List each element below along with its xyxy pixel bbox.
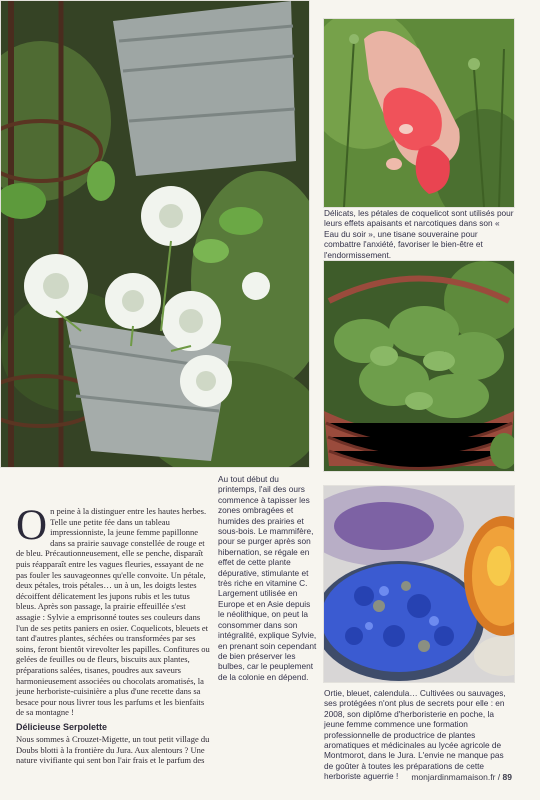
section-subheading: Délicieuse Serpolette	[16, 722, 108, 732]
footer-site: monjardinmamaison.fr	[411, 772, 496, 782]
drop-cap: O	[16, 502, 48, 549]
wild-garlic-photo	[0, 0, 310, 468]
sidebar-text: Au tout début du printemps, l'ail des ours commence à tapisser les zones ombragées et humides des prairies et sous-bois. Le mammifère, pour se purger après son hibernation, se régale en effet de cette plante dépurative, stimulante et très riche en vitamine C. Largement utilisée en Europe et en Asie depuis le néolithique, on peut la consommer dans son intégralité, explique Sylvie, en prenant soin cependant de bien préserver les bulbes, car le peuplement de la colonie en dépend.	[218, 474, 317, 682]
nettle-basket-photo	[323, 260, 515, 472]
poppy-photo	[323, 18, 515, 208]
poppy-caption: Délicats, les pétales de coquelicot sont utilisés pour leurs effets apaisants et narcotiques dans son « Eau du soir », une tisane souveraine pour combattre l'anxiété, favoriser le bien-être et l'endormissement.	[324, 208, 514, 260]
article-body	[16, 502, 210, 718]
page-footer	[411, 772, 512, 782]
cornflower-caption: Ortie, bleuet, calendula… Cultivées ou sauvages, ses protégées n'ont plus de secrets pour elle : en 2008, son diplôme d'herboristerie en poche, la jeune femme commence une formation professionnelle de productrice de plantes aromatiques et médicinales au lycée agricole de Montmorot, dans le Jura. L'envie ne manque pas de goûter à toutes les préparations de cette herboriste aguerrie !	[324, 688, 506, 782]
footer-separator: /	[495, 772, 503, 782]
article-paragraph: n peine à la distinguer entre les hautes herbes. Telle une petite fée dans un tableau impressionniste, la jeune femme papillonne dans sa prairie sauvage constellée de rouge et de bleu. Précautionneusement, elle se penche, disparaît puis réapparaît entre les vagues fleuries, essayant de ne pas fouler les sauvageonnes qu'elle convoite. Un pétale, deux pétales, trois pétales… un à un, les doigts lestes décoiffent délicatement les jupons rubis et les tutus bleus. Après son passage, la prairie effeuillée s'est assagie : Sylvie a emprisonné toutes ses couleurs dans l'un de ses petits paniers en osier. Coquelicots, bleuets et tant d'autres plantes, séchées ou transformées par ses soins, feront bientôt virevolter les papilles. Confitures ou gelées de feuilles ou de fleurs, biscuits aux plantes, préparations salées, tisanes, poudres aux saveurs harmonieusement associées ou chocolats aromatisés, la jeune herboriste-cuisinière a plus d'une recette dans sa besace pour nous livrer tous les parfums et les bienfaits de sa montagne !	[16, 506, 210, 718]
cornflower-photo	[323, 485, 515, 683]
article-continuation: Nous sommes à Crouzet-Migette, un tout petit village du Doubs blotti à la frontière du Jura. Aux alentours ? Une nature vivifiante qui sent bon l'air frais et le parfum des	[16, 734, 210, 766]
page-number: 89	[502, 772, 512, 782]
